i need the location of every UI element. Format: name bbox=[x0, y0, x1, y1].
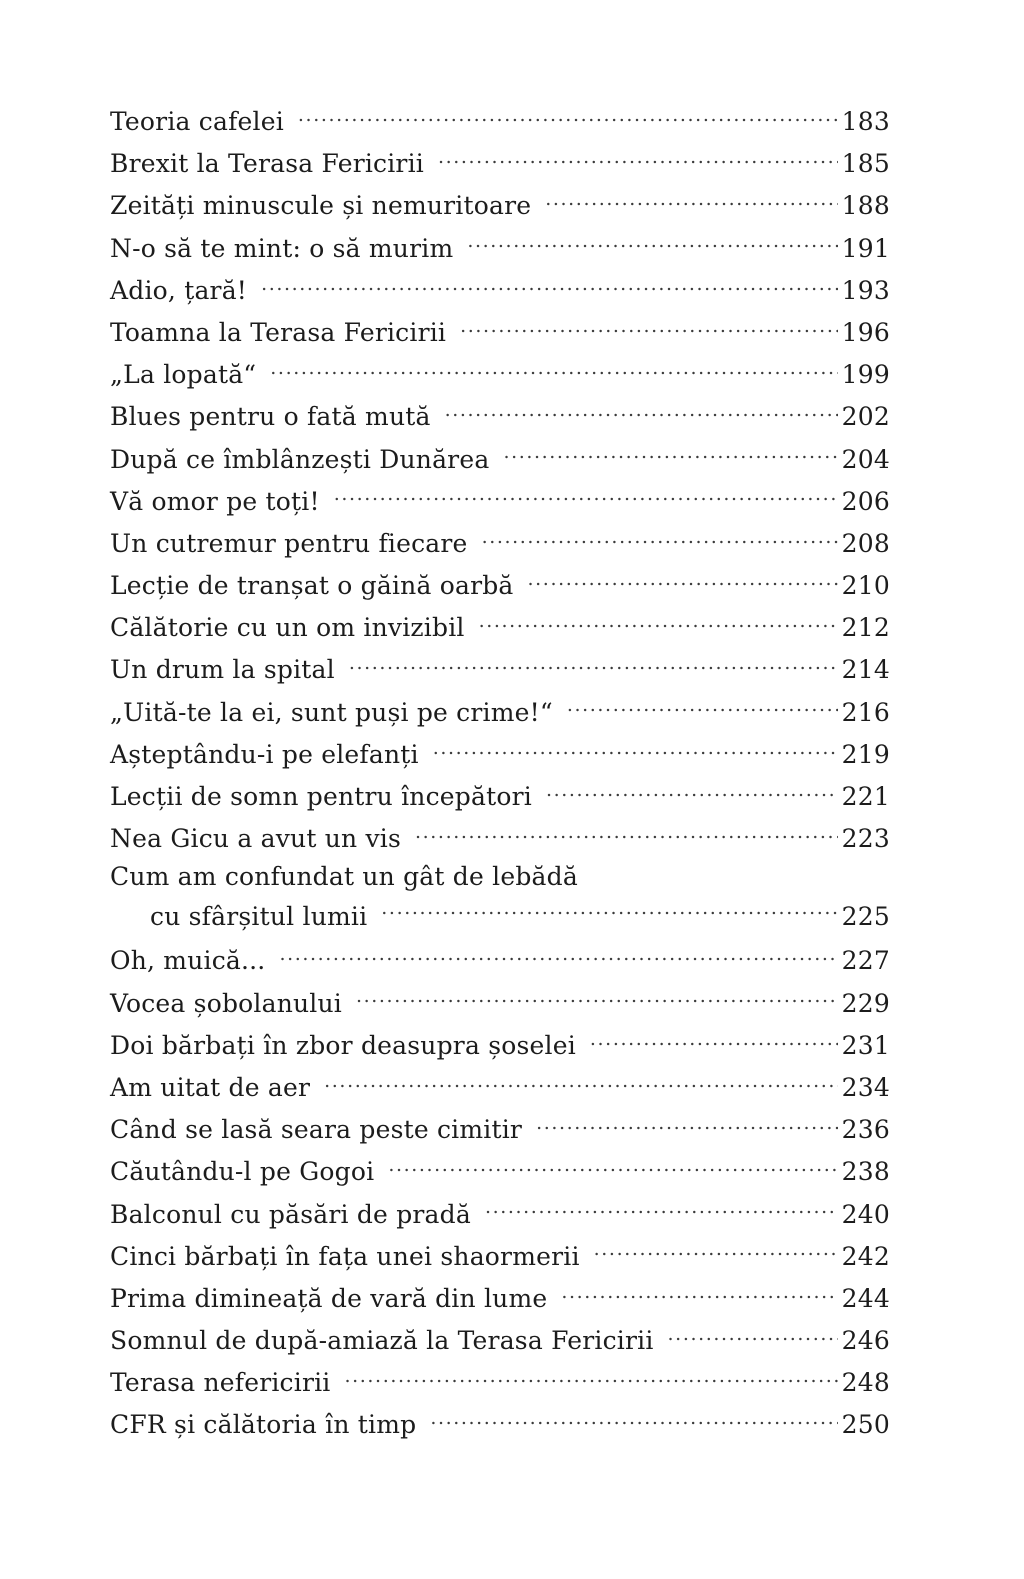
toc-entry-page: 242 bbox=[841, 1241, 890, 1271]
dot-leader bbox=[503, 443, 837, 468]
toc-entry-page: 206 bbox=[841, 486, 890, 516]
toc-entry bbox=[110, 983, 890, 1025]
toc-entry-title: „Uită-te la ei, sunt puși pe crime!“ bbox=[110, 697, 553, 727]
toc-entry-title: Căutându-l pe Gogoi bbox=[110, 1157, 375, 1187]
toc-entry-page: 229 bbox=[841, 988, 890, 1018]
toc-entry-page: 240 bbox=[841, 1199, 890, 1229]
toc-entry bbox=[110, 1362, 890, 1404]
toc-entry-title: Am uitat de aer bbox=[110, 1072, 311, 1102]
toc-entry bbox=[110, 1278, 890, 1320]
dot-leader bbox=[485, 1198, 838, 1223]
toc-entry-title: Blues pentru o fată mută bbox=[110, 402, 431, 432]
toc-entry-title: „La lopată“ bbox=[110, 360, 257, 390]
toc-entry-page: 214 bbox=[841, 655, 890, 685]
toc-entry-page: 250 bbox=[841, 1410, 890, 1440]
toc-entry-page: 193 bbox=[841, 275, 890, 305]
toc-entry-title: Lecții de somn pentru începători bbox=[110, 782, 532, 811]
toc-entry-title: Cinci bărbați în fața unei shaormerii bbox=[110, 1241, 580, 1271]
dot-leader bbox=[298, 105, 838, 130]
toc-entry-page: 238 bbox=[841, 1157, 890, 1187]
toc-entry-title-line1: Cum am confundat un gât de lebădă bbox=[110, 862, 578, 892]
toc-entry bbox=[110, 860, 890, 940]
toc-entry bbox=[110, 940, 890, 982]
dot-leader bbox=[528, 569, 838, 594]
toc-entry bbox=[110, 354, 890, 396]
toc-entry-page: 188 bbox=[841, 191, 890, 221]
toc-entry bbox=[110, 312, 890, 354]
dot-leader bbox=[433, 738, 838, 763]
toc-entry-page: 246 bbox=[841, 1326, 890, 1356]
dot-leader bbox=[460, 316, 838, 341]
toc-entry bbox=[110, 1404, 890, 1446]
dot-leader bbox=[590, 1029, 838, 1054]
dot-leader bbox=[324, 1071, 838, 1096]
toc-entry-continuation bbox=[110, 894, 890, 940]
toc-entry bbox=[110, 523, 890, 565]
toc-entry-page: 223 bbox=[841, 824, 890, 854]
toc-entry-page: 199 bbox=[841, 360, 890, 390]
toc-entry-title: Terasa nefericirii bbox=[110, 1368, 331, 1398]
toc-entry-page: 234 bbox=[841, 1072, 890, 1102]
toc-entry-title: Toamna la Terasa Fericirii bbox=[110, 317, 447, 347]
dot-leader bbox=[349, 653, 838, 678]
toc-entry bbox=[110, 143, 890, 185]
dot-leader bbox=[482, 527, 838, 552]
toc-entry-title: Teoria cafelei bbox=[110, 107, 284, 136]
toc-entry-title: După ce îmblânzești Dunărea bbox=[110, 444, 490, 474]
toc-entry-title: Călătorie cu un om invizibil bbox=[110, 613, 465, 643]
dot-leader bbox=[445, 400, 838, 425]
toc-entry bbox=[110, 439, 890, 481]
toc-entry-title: Somnul de după-amiază la Terasa Fericirii bbox=[110, 1326, 654, 1356]
toc-entry bbox=[110, 228, 890, 270]
dot-leader bbox=[381, 900, 837, 925]
toc-entry-page: 244 bbox=[841, 1283, 890, 1313]
toc-entry-page: 221 bbox=[841, 782, 890, 811]
toc-entry-page: 225 bbox=[841, 902, 890, 932]
toc-entry-page: 212 bbox=[841, 613, 890, 643]
toc-entry bbox=[110, 818, 890, 860]
toc-entry bbox=[110, 1025, 890, 1067]
dot-leader bbox=[261, 274, 838, 299]
toc-entry-title: Doi bărbați în zbor deasupra șoselei bbox=[110, 1030, 576, 1060]
toc-entry bbox=[110, 481, 890, 523]
dot-leader bbox=[270, 358, 837, 383]
toc-entry bbox=[110, 607, 890, 649]
toc-entry bbox=[110, 734, 890, 776]
toc-entry bbox=[110, 692, 890, 734]
toc-entry-title: Vă omor pe toți! bbox=[110, 486, 320, 516]
dot-leader bbox=[356, 987, 838, 1012]
toc-entry-page: 227 bbox=[841, 946, 890, 976]
toc-entry bbox=[110, 1151, 890, 1193]
toc-entry-title: Zeități minuscule și nemuritoare bbox=[110, 191, 532, 221]
dot-leader bbox=[388, 1155, 837, 1180]
dot-leader bbox=[430, 1408, 837, 1433]
toc-entry-title-line2: cu sfârșitul lumii bbox=[150, 902, 368, 932]
dot-leader bbox=[415, 822, 838, 847]
toc-entry-title: Un cutremur pentru fiecare bbox=[110, 528, 468, 558]
toc-entry-page: 210 bbox=[841, 571, 890, 601]
toc-entry bbox=[110, 776, 890, 818]
dot-leader bbox=[279, 944, 837, 969]
toc-entry-title: CFR și călătoria în timp bbox=[110, 1410, 417, 1440]
toc-entry-title: Prima dimineață de vară din lume bbox=[110, 1283, 548, 1313]
toc-entry-page: 196 bbox=[841, 317, 890, 347]
toc-entry bbox=[110, 101, 890, 143]
toc-entry-page: 219 bbox=[841, 739, 890, 769]
toc-entry bbox=[110, 1194, 890, 1236]
dot-leader bbox=[467, 232, 837, 257]
table-of-contents bbox=[110, 101, 890, 1447]
toc-entry-page: 204 bbox=[841, 444, 890, 474]
toc-entry bbox=[110, 1109, 890, 1151]
dot-leader bbox=[545, 189, 837, 214]
toc-entry-page: 248 bbox=[841, 1368, 890, 1398]
toc-entry-title: Brexit la Terasa Fericirii bbox=[110, 149, 424, 179]
toc-entry-title: Balconul cu păsări de pradă bbox=[110, 1199, 471, 1229]
toc-entry-title: Oh, muică... bbox=[110, 946, 266, 976]
toc-entry-title: Nea Gicu a avut un vis bbox=[110, 824, 402, 854]
toc-entry-page: 183 bbox=[841, 107, 890, 136]
toc-entry bbox=[110, 1067, 890, 1109]
toc-entry bbox=[110, 270, 890, 312]
toc-entry-page: 185 bbox=[841, 149, 890, 179]
toc-entry-title: Așteptându-i pe elefanți bbox=[110, 739, 419, 769]
dot-leader bbox=[438, 147, 838, 172]
toc-entry-page: 191 bbox=[841, 233, 890, 263]
toc-entry-page: 202 bbox=[841, 402, 890, 432]
dot-leader bbox=[561, 1282, 837, 1307]
toc-entry-title: Adio, țară! bbox=[110, 275, 248, 305]
toc-entry-page: 236 bbox=[841, 1115, 890, 1145]
toc-entry-title: Când se lasă seara peste cimitir bbox=[110, 1115, 523, 1145]
toc-entry-page: 208 bbox=[841, 528, 890, 558]
toc-entry bbox=[110, 185, 890, 227]
toc-entry-title: N-o să te mint: o să murim bbox=[110, 233, 454, 263]
dot-leader bbox=[536, 1113, 838, 1138]
dot-leader bbox=[334, 485, 838, 510]
dot-leader bbox=[546, 780, 838, 805]
toc-entry-page: 231 bbox=[841, 1030, 890, 1060]
dot-leader bbox=[345, 1366, 838, 1391]
toc-entry-title: Un drum la spital bbox=[110, 655, 335, 685]
dot-leader bbox=[668, 1324, 838, 1349]
toc-entry-title: Lecție de tranșat o găină oarbă bbox=[110, 571, 514, 601]
toc-entry-page: 216 bbox=[841, 697, 890, 727]
dot-leader bbox=[567, 696, 838, 721]
toc-entry-title: Vocea șobolanului bbox=[110, 988, 342, 1018]
toc-entry bbox=[110, 565, 890, 607]
dot-leader bbox=[479, 611, 838, 636]
toc-entry bbox=[110, 1320, 890, 1362]
dot-leader bbox=[594, 1240, 838, 1265]
toc-entry bbox=[110, 649, 890, 691]
toc-entry bbox=[110, 1236, 890, 1278]
toc-entry bbox=[110, 396, 890, 438]
